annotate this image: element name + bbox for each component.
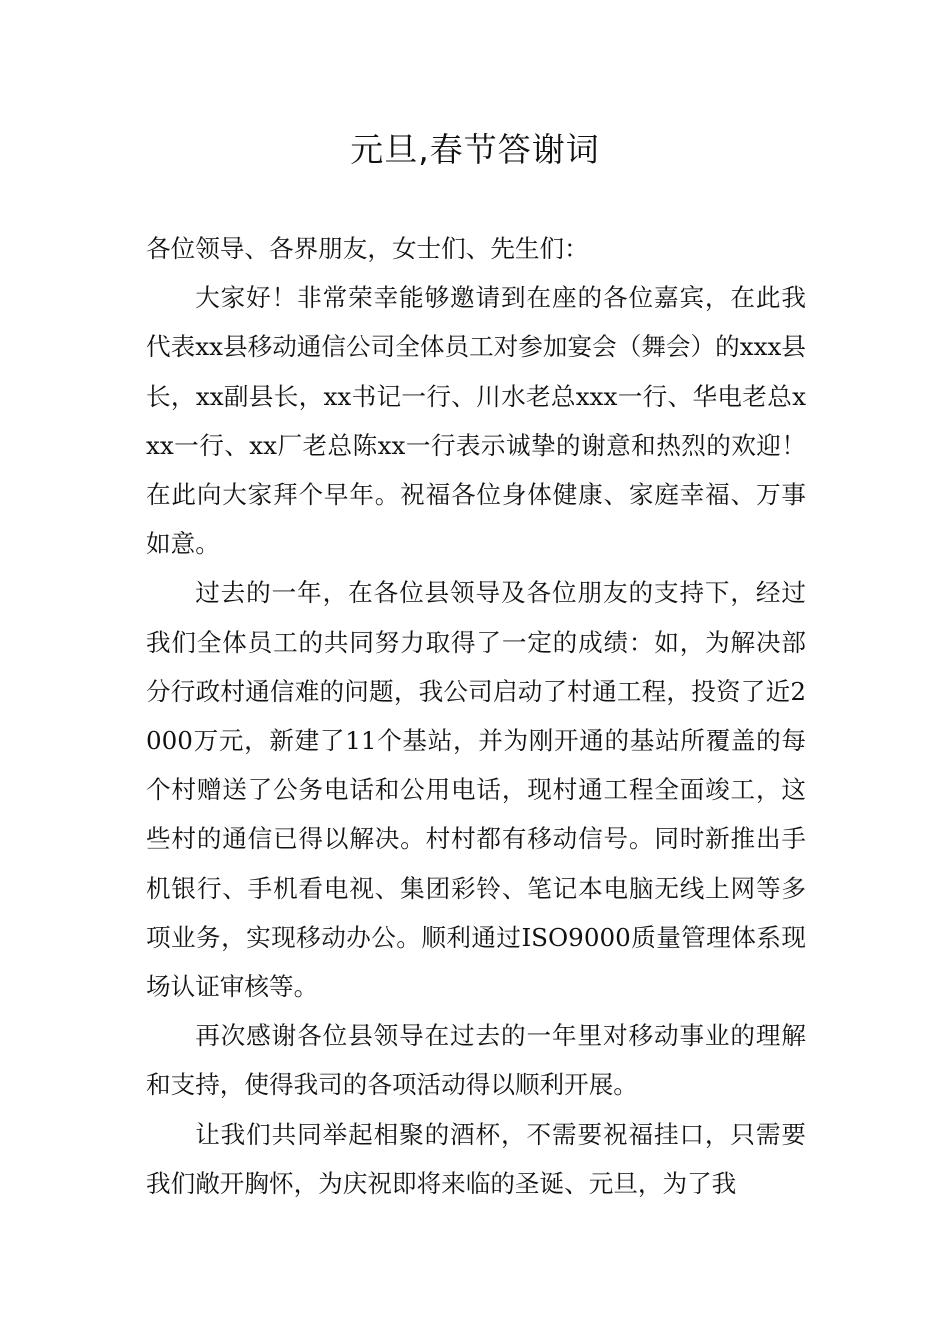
paragraph-thanks: 再次感谢各位县领导在过去的一年里对移动事业的理解和支持，使得我司的各项活动得以顺利开展。 [146,1021,806,1100]
paragraph-achievements: 过去的一年，在各位县领导及各位朋友的支持下，经过我们全体员工的共同努力取得了一定的成绩：如，为解决部分行政村通信难的问题，我公司启动了村通工程，投资了近2000万元，新建了11个基站，并为刚开通的基站所覆盖的每个村赠送了公务电话和公用电话，现村通工程全面竣工，这些村的通信已得以解决。村村都有移动信号。同时新推出手机银行、手机看电视、集团彩铃、笔记本电脑无线上网等多项业务，实现移动办公。顺利通过ISO9000质量管理体系现场认证审核等。 [146,578,806,1002]
document-body [146,224,806,1208]
salutation: 各位领导、各界朋友，女士们、先生们： [146,234,589,263]
document-title: 元旦,春节答谢词 [350,130,600,169]
paragraph-toast: 让我们共同举起相聚的酒杯，不需要祝福挂口，只需要我们敞开胸怀，为庆祝即将来临的圣诞、元旦，为了我 [146,1119,806,1198]
paragraph-welcome: 大家好！非常荣幸能够邀请到在座的各位嘉宾，在此我代表xx县移动通信公司全体员工对参加宴会（舞会）的xxx县长，xx副县长，xx书记一行、川水老总xxx一行、华电老总xxx一行、xx厂老总陈xx一行表示诚挚的谢意和热烈的欢迎！在此向大家拜个早年。祝福各位身体健康、家庭幸福、万事如意。 [146,283,806,559]
